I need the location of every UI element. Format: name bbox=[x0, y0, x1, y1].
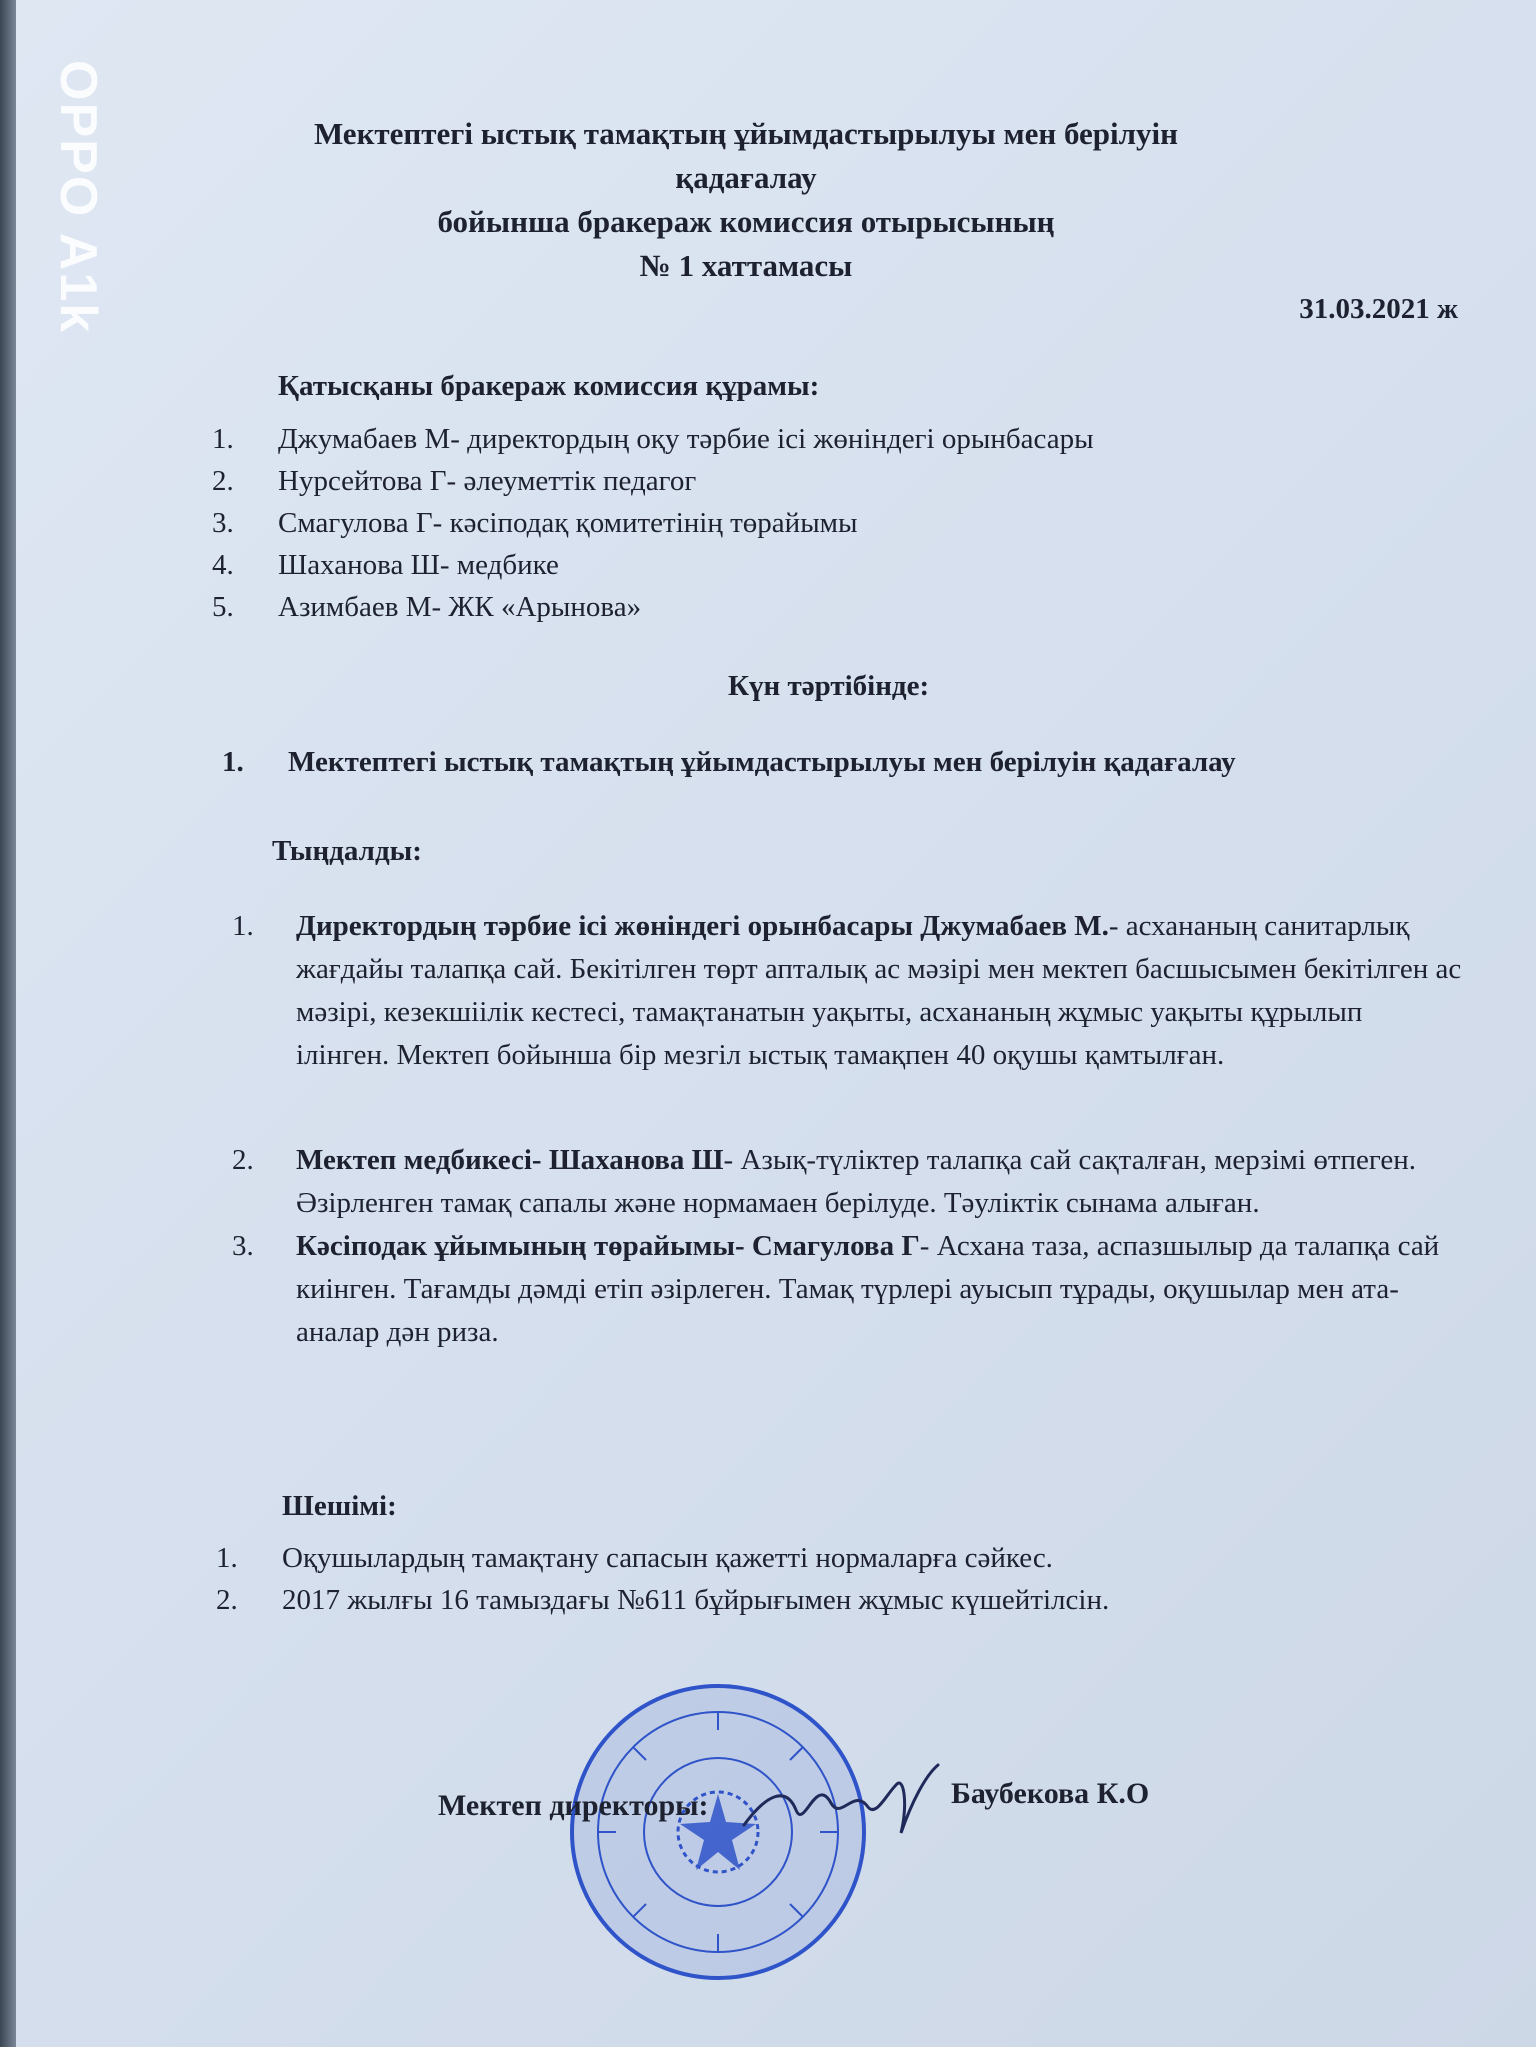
list-item: 1. Оқушылардың тамақтану сапасын қажетті нормаларға сәйкес. bbox=[216, 1542, 1053, 1574]
heard-heading: Тыңдалды: bbox=[272, 835, 422, 867]
list-item: 2. Нурсейтова Г- әлеуметтік педагог bbox=[212, 465, 697, 497]
document-date: 31.03.2021 ж bbox=[1299, 293, 1458, 325]
signer-name: Баубекова К.О bbox=[951, 1777, 1150, 1810]
agenda-heading: Күн тәртібінде: bbox=[728, 670, 930, 702]
list-item: 2. Мектеп медбикесі- Шаханова Ш- Азық-түліктер талапқа сай сақталған, мерзімі өтпеген. Әзірленген тамақ сапалы және нормамаен берілуде. Тәуліктік сынама алыған. bbox=[232, 1144, 1417, 1219]
document-title bbox=[246, 112, 1246, 288]
handwritten-signature bbox=[736, 1755, 946, 1855]
page-left-edge bbox=[0, 0, 16, 2047]
list-item: 1. Мектептегі ыстық тамақтың ұйымдастырылуы мен берілуін қадағалау bbox=[222, 746, 1236, 778]
title-line-2: бойынша бракераж комиссия отырысының bbox=[437, 204, 1055, 239]
list-item: 3. Кәсіподак ұйымының төрайымы- Смагулова Г- Асхана таза, аспазшылыр да талапқа сай киінген. Тағамды дәмді етіп әзірлеген. Тамақ түрлері ауысып тұрады, оқушылар мен ата-аналар дән риза. bbox=[232, 1230, 1440, 1348]
decision-list bbox=[216, 1537, 1456, 1621]
members-list bbox=[212, 418, 1452, 628]
title-line-1: Мектептегі ыстық тамақтың ұйымдастырылуы мен берілуін қадағалау bbox=[313, 116, 1179, 195]
list-item: 5. Азимбаев М- ЖК «Арынова» bbox=[212, 591, 642, 623]
title-line-3: № 1 хаттамасы bbox=[639, 248, 853, 283]
heard-list bbox=[232, 905, 1462, 1354]
members-heading: Қатысқаны бракераж комиссия құрамы: bbox=[278, 370, 820, 402]
document-page bbox=[16, 0, 1536, 2047]
list-item: 3. Смагулова Г- кәсіподақ қомитетінің төрайымы bbox=[212, 507, 858, 539]
list-item: 1. Джумабаев М- директордың оқу тәрбие ісі жөніндегі орынбасары bbox=[212, 423, 1094, 455]
list-item: 4. Шаханова Ш- медбике bbox=[212, 549, 559, 581]
list-item: 1. Директордың тәрбие ісі жөніндегі орынбасары Джумабаев М.- асхананың санитарлық жағдайы талапқа сай. Бекітілген төрт апталық ас мәзірі мен мектеп басшысымен бекітілген ас мәзірі, кезекшіілік кестесі, тамақтанатын уақыты, асхананың жұмыс уақыты құрылып ілінген. Мектеп бойынша бір мезгіл ыстық тамақпен 40 оқушы қамтылған. bbox=[232, 910, 1462, 1071]
decision-heading: Шешімі: bbox=[282, 1490, 397, 1522]
signature-title: Мектеп директоры: bbox=[438, 1789, 709, 1822]
camera-watermark: OPPO A1k bbox=[49, 60, 107, 335]
list-item: 2. 2017 жылғы 16 тамыздағы №611 бұйрығымен жұмыс күшейтілсін. bbox=[216, 1584, 1110, 1616]
agenda-list bbox=[222, 746, 1482, 779]
